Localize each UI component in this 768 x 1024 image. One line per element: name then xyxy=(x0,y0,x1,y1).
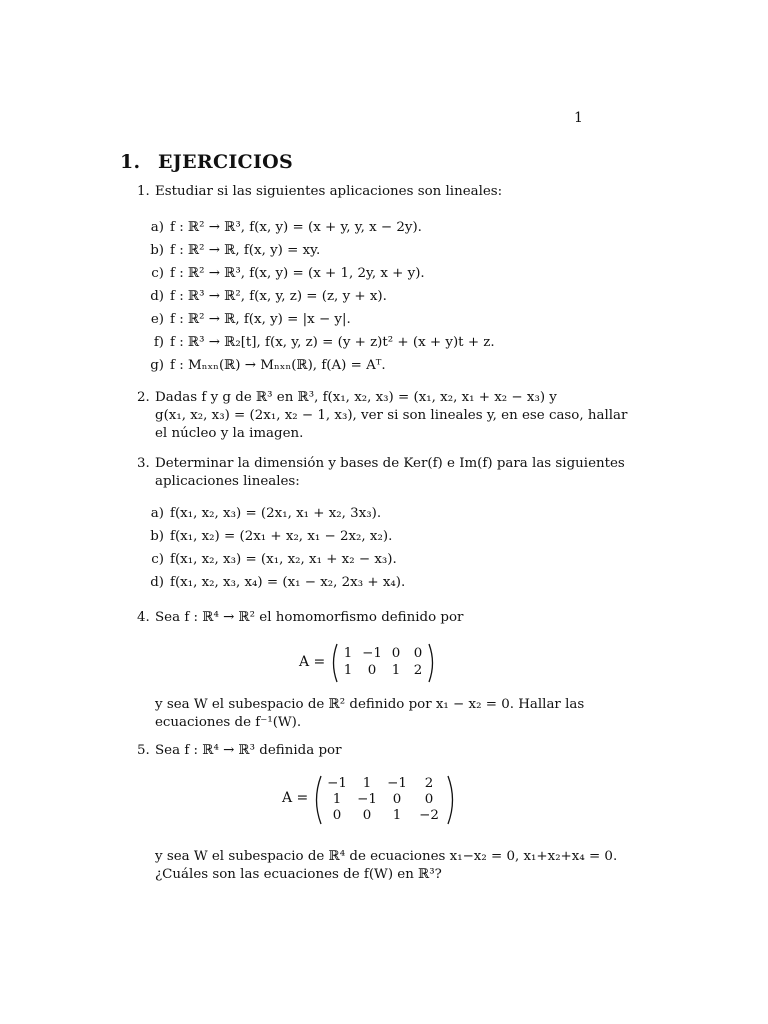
exercise-number: 3. xyxy=(137,456,150,471)
exercise-1-item-b: b) f : ℝ² → ℝ, f(x, y) = xy. xyxy=(150,243,321,258)
exercise-1-statement: 1. Estudiar si las siguientes aplicaciones son lineales: xyxy=(137,184,503,199)
exercise-1-item-f: f) f : ℝ³ → ℝ₂[t], f(x, y, z) = (y + z)t² + (x + y)t + z. xyxy=(153,335,495,350)
exercise-number: 4. xyxy=(137,610,150,625)
exercise-1-item-d: d) f : ℝ³ → ℝ², f(x, y, z) = (z, y + x). xyxy=(150,289,387,304)
matrix-left-paren xyxy=(311,775,323,825)
exercise-2-line-2: g(x₁, x₂, x₃) = (2x₁, x₂ − 1, x₃), ver si son lineales y, en ese caso, hallar xyxy=(155,408,628,423)
matrix-label: A = xyxy=(299,654,326,670)
exercise-5-after-line-1: y sea W el subespacio de ℝ⁴ de ecuaciones x₁−x₂ = 0, x₁+x₂+x₄ = 0. xyxy=(155,849,618,864)
exercise-3-item-c: c) f(x₁, x₂, x₃) = (x₁, x₂, x₁ + x₂ − x₃). xyxy=(151,552,397,567)
matrix-4: 1 −1 0 0 1 0 1 2 xyxy=(343,646,423,678)
exercise-5-after-line-2: ¿Cuáles son las ecuaciones de f(W) en ℝ³? xyxy=(155,867,442,882)
exercise-3-line-2: aplicaciones lineales: xyxy=(155,474,300,489)
exercise-number: 1. xyxy=(137,184,150,199)
exercise-number: 2. xyxy=(137,390,150,405)
matrix-5: −1 1 −1 2 1 −1 0 0 0 0 1 −2 xyxy=(327,776,439,823)
exercise-2-line-3: el núcleo y la imagen. xyxy=(155,426,304,441)
exercise-2-line-1: 2. Dadas f y g de ℝ³ en ℝ³, f(x₁, x₂, x₃) = (x₁, x₂, x₁ + x₂ − x₃) y xyxy=(137,390,557,405)
section-heading xyxy=(120,151,293,173)
section-number: 1. xyxy=(120,151,141,173)
exercise-4-after-line-1: y sea W el subespacio de ℝ² definido por x₁ − x₂ = 0. Hallar las xyxy=(155,697,585,712)
exercise-3-item-d: d) f(x₁, x₂, x₃, x₄) = (x₁ − x₂, 2x₃ + x₄). xyxy=(150,575,406,590)
matrix-right-paren xyxy=(427,643,437,683)
exercise-3-line-1: 3. Determinar la dimensión y bases de Ker(f) e Im(f) para las siguientes xyxy=(137,456,625,471)
exercise-5-intro: 5. Sea f : ℝ⁴ → ℝ³ definida por xyxy=(137,743,342,758)
exercise-4-after-line-2: ecuaciones de f⁻¹(W). xyxy=(155,715,302,730)
exercise-1-item-g: g) f : Mₙₓₙ(ℝ) → Mₙₓₙ(ℝ), f(A) = Aᵀ. xyxy=(150,358,386,373)
exercise-number: 5. xyxy=(137,743,150,758)
exercise-4-intro: 4. Sea f : ℝ⁴ → ℝ² el homomorfismo definido por xyxy=(137,610,464,625)
exercise-1-item-e: e) f : ℝ² → ℝ, f(x, y) = |x − y|. xyxy=(150,312,351,327)
exercise-1-item-a: a) f : ℝ² → ℝ³, f(x, y) = (x + y, y, x − 2y). xyxy=(150,220,422,235)
exercise-3-item-b: b) f(x₁, x₂) = (2x₁ + x₂, x₁ − 2x₂, x₂). xyxy=(150,529,393,544)
matrix-label: A = xyxy=(282,790,309,806)
section-title: EJERCICIOS xyxy=(158,151,294,173)
matrix-right-paren xyxy=(446,775,458,825)
page-number: 1 xyxy=(574,110,583,126)
exercise-1-item-c: c) f : ℝ² → ℝ³, f(x, y) = (x + 1, 2y, x + y). xyxy=(151,266,425,281)
exercise-3-item-a: a) f(x₁, x₂, x₃) = (2x₁, x₁ + x₂, 3x₃). xyxy=(150,506,382,521)
